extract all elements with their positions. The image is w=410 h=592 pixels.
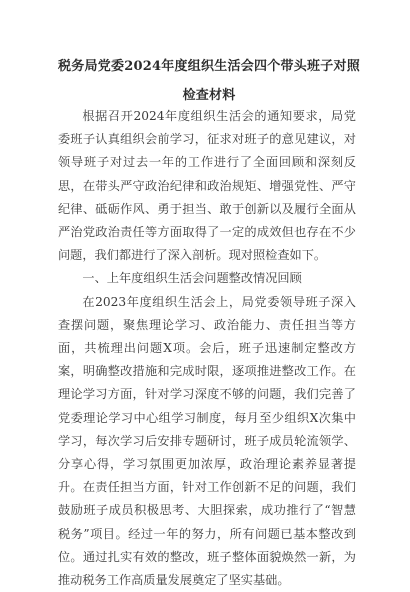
document-title: 税务局党委2024年度组织生活会四个带头班子对照检查材料	[58, 59, 360, 103]
paragraph-intro: 根据召开2024年度组织生活会的通知要求，局党委班子认真组织会前学习，征求对班子的意见建议，对领导班子对过去一年的工作进行了全面回顾和深刻反思，在带头严守政治纪律和政治规矩、增强党性、严守纪律、砥砺作风、勇于担当、敢于创新以及履行全面从严治党政治责任等方面取得了一定的成效但也存在不少问题，我们都进行了深入剖析。现对照检查如下。	[58, 109, 356, 263]
section-heading: 一、上年度组织生活会问题整改情况回顾	[82, 271, 302, 286]
paragraph-review: 在2023年度组织生活会上，局党委领导班子深入查摆问题，聚焦理论学习、政治能力、责任担当等方面，共梳理出问题X项。会后，班子迅速制定整改方案，明确整改措施和完成时限，逐项推进整改工作。在理论学习方面，针对学习深度不够的问题，我们完善了党委理论学习中心组学习制度，每月至少组织X次集中学习，每次学习后安排专题研讨，班子成员轮流领学、分享心得，学习氛围更加浓厚，政治理论素养显著提升。在责任担当方面，针对工作创新不足的问题，我们鼓励班子成员积极思考、大胆探索，成功推行了“智慧税务”项目。经过一年的努力，所有问题已基本整改到位。通过扎实有效的整改，班子整体面貌焕然一新，为推动税务工作高质量发展奠定了坚实基础。	[58, 294, 356, 588]
document-body	[58, 105, 356, 592]
